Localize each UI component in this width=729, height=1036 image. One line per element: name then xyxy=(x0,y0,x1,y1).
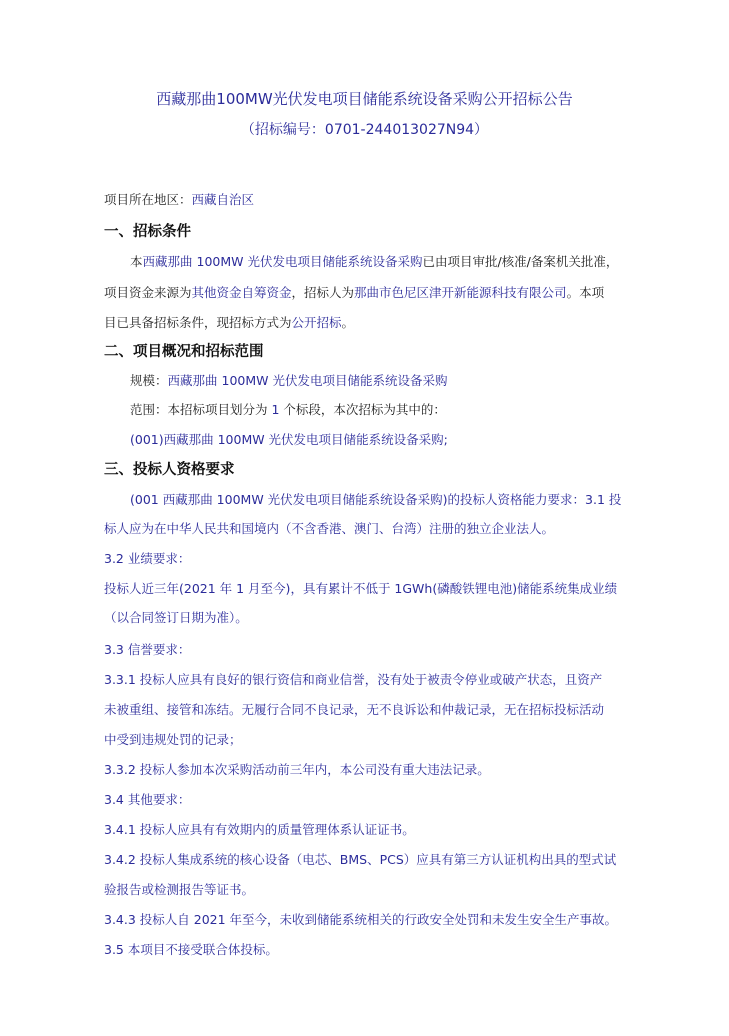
scale-line xyxy=(130,371,447,389)
tender-number: （招标编号：0701-244013027N94） xyxy=(240,122,489,138)
req-line: 3.3 信誉要求： xyxy=(104,642,191,657)
region-value: 西藏自治区 xyxy=(191,192,255,207)
text: 。本项 xyxy=(566,285,605,300)
text: 项目资金来源为 xyxy=(104,285,192,300)
range-line xyxy=(130,400,446,418)
text: 目已具备招标条件，现招标方式为 xyxy=(104,315,292,330)
req-line: 未被重组、接管和冻结。无履行合同不良记录，无不良诉讼和仲裁记录，无在招标投标活动 xyxy=(104,702,605,717)
req-line: 3.3.2 投标人参加本次采购活动前三年内，本公司没有重大违法记录。 xyxy=(104,762,490,777)
tenderer: 那曲市色尼区津开新能源科技有限公司 xyxy=(354,285,567,300)
req-line: 3.2 业绩要求： xyxy=(104,551,191,566)
text: 本 xyxy=(130,254,143,269)
req-line: 投标人近三年(2021 年 1 月至今)，具有累计不低于 1GWh(磷酸铁锂电池)储能系统集成业绩 xyxy=(104,581,618,596)
text: ，招标人为 xyxy=(291,285,355,300)
text: 范围：本招标项目划分为 xyxy=(130,402,268,417)
document-title: 西藏那曲100MW光伏发电项目储能系统设备采购公开招标公告 xyxy=(156,90,573,108)
scale-value: 西藏那曲 100MW 光伏发电项目储能系统设备采购 xyxy=(167,373,448,388)
req-line: 标人应为在中华人民共和国境内（不含香港、澳门、台湾）注册的独立企业法人。 xyxy=(104,521,555,536)
req-line: (001 西藏那曲 100MW 光伏发电项目储能系统设备采购)的投标人资格能力要求：3.1 投 xyxy=(130,492,622,507)
scale-label: 规模： xyxy=(130,373,168,388)
lot-count: 1 xyxy=(267,402,284,417)
section1-line1 xyxy=(130,252,618,270)
req-line: 3.4.2 投标人集成系统的核心设备（电芯、BMS、PCS）应具有第三方认证机构出具的型式试 xyxy=(104,852,617,867)
lot-line: (001)西藏那曲 100MW 光伏发电项目储能系统设备采购; xyxy=(130,432,448,447)
req-line: 中受到违规处罚的记录； xyxy=(104,732,242,747)
req-line: 3.4.3 投标人自 2021 年至今，未收到储能系统相关的行政安全处罚和未发生安全生产事故。 xyxy=(104,912,618,927)
req-line: 验报告或检测报告等证书。 xyxy=(104,882,255,897)
text: 已由项目审批/核准/备案机关批准， xyxy=(422,254,619,269)
req-line: （以合同签订日期为准）。 xyxy=(104,610,248,625)
fund-source: 其他资金自筹资金 xyxy=(191,285,292,300)
section1-heading: 一、招标条件 xyxy=(104,224,191,240)
text: 个标段，本次招标为其中的： xyxy=(283,402,446,417)
section2-heading: 二、项目概况和招标范围 xyxy=(104,344,264,360)
section3-heading: 三、投标人资格要求 xyxy=(104,462,235,478)
text: 。 xyxy=(341,315,355,330)
project-name: 西藏那曲 100MW 光伏发电项目储能系统设备采购 xyxy=(142,254,423,269)
req-line: 3.3.1 投标人应具有良好的银行资信和商业信誉，没有处于被责令停业或破产状态，且资产 xyxy=(104,672,603,687)
req-line: 3.4 其他要求： xyxy=(104,792,191,807)
region-label: 项目所在地区： xyxy=(104,192,192,207)
section1-line2 xyxy=(104,283,604,301)
region-line xyxy=(104,190,254,208)
tender-method: 公开招标 xyxy=(291,315,342,330)
req-line: 3.4.1 投标人应具有有效期内的质量管理体系认证证书。 xyxy=(104,822,415,837)
req-line: 3.5 本项目不接受联合体投标。 xyxy=(104,942,278,957)
section1-line3 xyxy=(104,313,354,331)
